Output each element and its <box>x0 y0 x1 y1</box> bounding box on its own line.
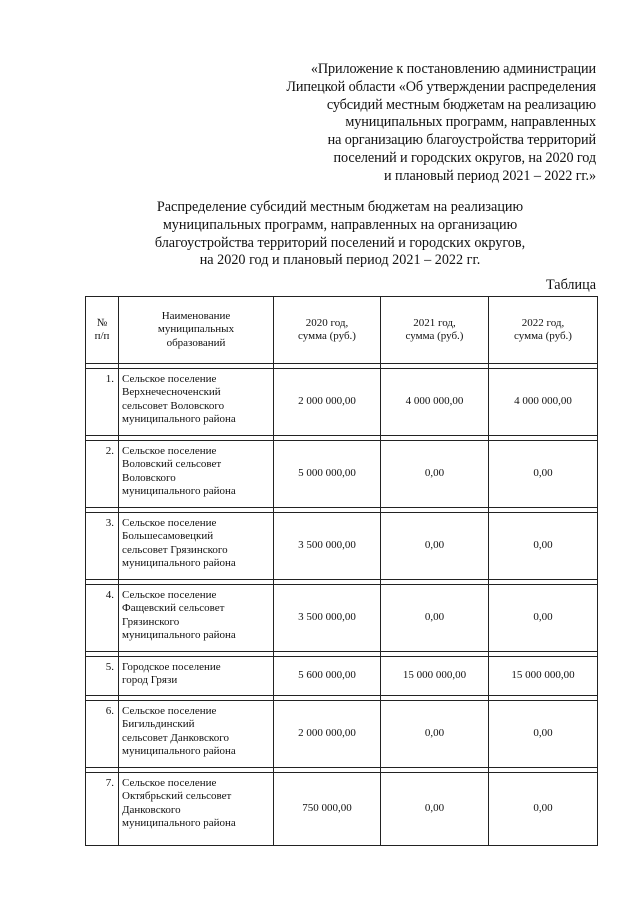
amount-2020: 5 600 000,00 <box>274 657 381 696</box>
table-header-row <box>86 297 598 364</box>
row-number: 3. <box>86 513 119 580</box>
title-line: муниципальных программ, направленных на организацию <box>162 216 518 233</box>
appendix-line: Липецкой области «Об утверждении распределения <box>286 78 596 95</box>
amount-2021: 0,00 <box>381 513 489 580</box>
header-2021: 2021 год, сумма (руб.) <box>381 297 489 364</box>
municipality-name: Городское поселение город Грязи <box>119 657 274 696</box>
appendix-line: на организацию благоустройства территорий <box>327 132 596 149</box>
municipality-name: Сельское поселение Верхнечесноченский сельсовет Воловского муниципального района <box>119 369 274 436</box>
appendix-reference <box>240 61 596 186</box>
amount-2021: 0,00 <box>381 585 489 652</box>
amount-2022: 0,00 <box>489 773 598 846</box>
municipality-name: Сельское поселение Воловский сельсовет Воловского муниципального района <box>119 441 274 508</box>
amount-2022: 0,00 <box>489 585 598 652</box>
header-num: № п/п <box>86 297 119 364</box>
row-number: 2. <box>86 441 119 508</box>
table-row <box>86 701 598 768</box>
amount-2020: 3 500 000,00 <box>274 513 381 580</box>
amount-2022: 4 000 000,00 <box>489 369 598 436</box>
amount-2022: 0,00 <box>489 513 598 580</box>
amount-2022: 0,00 <box>489 701 598 768</box>
table-row <box>86 585 598 652</box>
row-number: 4. <box>86 585 119 652</box>
appendix-line: муниципальных программ, направленных <box>345 114 596 131</box>
subsidy-table <box>85 296 598 846</box>
appendix-line: поселений и городских округов, на 2020 год <box>333 149 596 166</box>
appendix-line: «Приложение к постановлению администрации <box>310 61 596 77</box>
header-2022: 2022 год, сумма (руб.) <box>489 297 598 364</box>
header-2020: 2020 год, сумма (руб.) <box>274 297 381 364</box>
amount-2020: 750 000,00 <box>274 773 381 846</box>
municipality-name: Сельское поселение Большесамовецкий сельсовет Грязинского муниципального района <box>119 513 274 580</box>
amount-2020: 3 500 000,00 <box>274 585 381 652</box>
amount-2021: 0,00 <box>381 701 489 768</box>
row-number: 1. <box>86 369 119 436</box>
row-number: 7. <box>86 773 119 846</box>
amount-2020: 5 000 000,00 <box>274 441 381 508</box>
amount-2020: 2 000 000,00 <box>274 369 381 436</box>
title-line: на 2020 год и плановый период 2021 – 2022 гг. <box>199 252 481 269</box>
amount-2020: 2 000 000,00 <box>274 701 381 768</box>
appendix-line: субсидий местным бюджетам на реализацию <box>326 96 596 113</box>
municipality-name: Сельское поселение Октябрьский сельсовет Данковского муниципального района <box>119 773 274 846</box>
title-line: Распределение субсидий местным бюджетам на реализацию <box>156 199 524 215</box>
amount-2022: 0,00 <box>489 441 598 508</box>
municipality-name: Сельское поселение Фащевский сельсовет Грязинского муниципального района <box>119 585 274 652</box>
amount-2021: 0,00 <box>381 773 489 846</box>
table-row <box>86 369 598 436</box>
header-name: Наименование муниципальных образований <box>119 297 274 364</box>
table-row <box>86 773 598 846</box>
table-row <box>86 657 598 696</box>
row-number: 6. <box>86 701 119 768</box>
municipality-name: Сельское поселение Бигильдинский сельсовет Данковского муниципального района <box>119 701 274 768</box>
amount-2022: 15 000 000,00 <box>489 657 598 696</box>
appendix-line: и плановый период 2021 – 2022 гг.» <box>384 167 596 184</box>
amount-2021: 15 000 000,00 <box>381 657 489 696</box>
amount-2021: 0,00 <box>381 441 489 508</box>
amount-2021: 4 000 000,00 <box>381 369 489 436</box>
table-row <box>86 513 598 580</box>
table-caption: Таблица <box>545 277 596 293</box>
title-line: благоустройства территорий поселений и городских округов, <box>154 234 526 251</box>
document-title <box>60 199 620 270</box>
table-row <box>86 441 598 508</box>
row-number: 5. <box>86 657 119 696</box>
